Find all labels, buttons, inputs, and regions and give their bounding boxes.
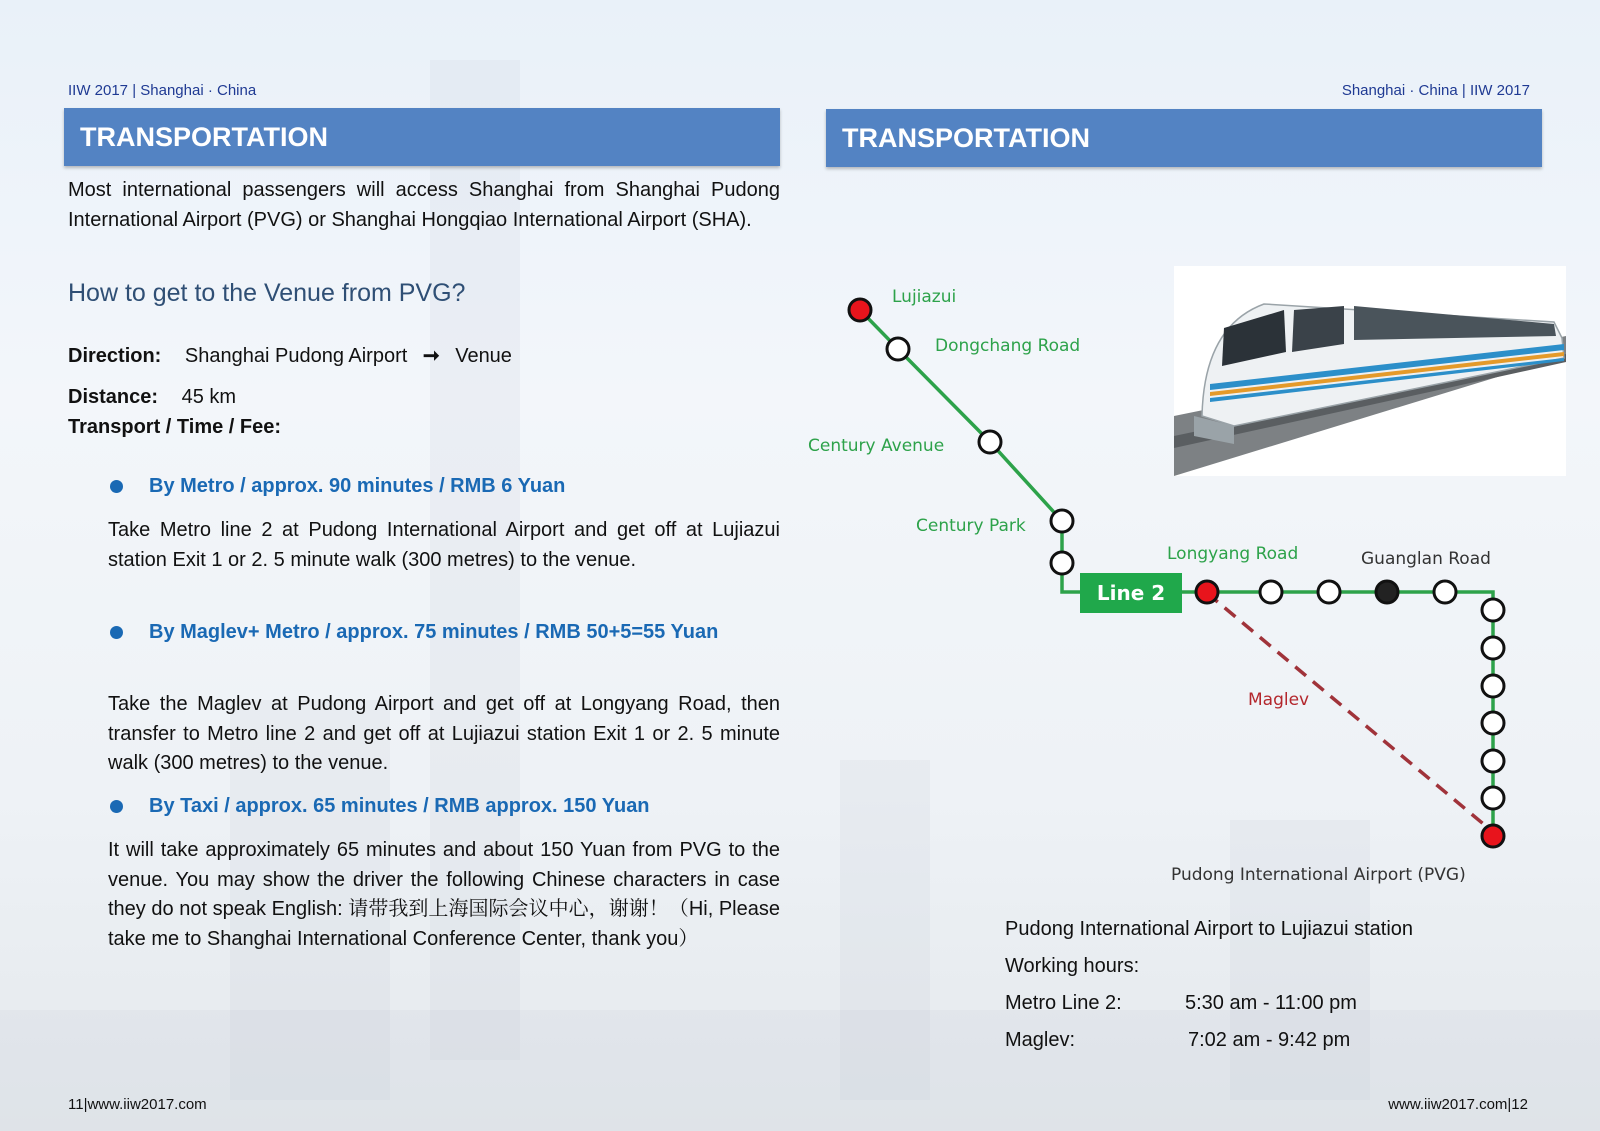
maglev-label: Maglev: xyxy=(1005,1029,1076,1051)
label-lujiazui: Lujiazui xyxy=(892,287,957,307)
right-page xyxy=(800,0,1600,1131)
hours-label: Working hours: xyxy=(1005,955,1140,977)
option-title: By Metro / approx. 90 minutes / RMB 6 Yuan xyxy=(149,475,566,497)
intro-paragraph: Most international passengers will access Shanghai from Shanghai Pudong International Airport (PVG) or Shanghai Hongqiao International Airport (SHA). xyxy=(68,179,780,231)
subheading: How to get to the Venue from PVG? xyxy=(68,279,466,307)
station xyxy=(1434,581,1456,603)
banner-title: TRANSPORTATION xyxy=(80,121,328,152)
label-century-avenue: Century Avenue xyxy=(808,436,945,456)
direction-label: Direction: xyxy=(68,345,162,367)
banner-title: TRANSPORTATION xyxy=(842,122,1090,153)
line2-label: Line 2 xyxy=(1096,581,1166,605)
option-title: By Maglev+ Metro / approx. 75 minutes / RMB 50+5=55 Yuan xyxy=(149,621,719,643)
arrow-right-icon: ➞ xyxy=(422,345,440,367)
section-banner xyxy=(64,108,780,166)
maglev-hours: 7:02 am - 9:42 pm xyxy=(1188,1029,1351,1051)
direction-row xyxy=(68,343,512,368)
station xyxy=(1482,599,1504,621)
label-century-park: Century Park xyxy=(916,516,1026,536)
line2-route xyxy=(860,310,1493,832)
station xyxy=(1482,787,1504,809)
station xyxy=(1482,637,1504,659)
metro-hours: 5:30 am - 11:00 pm xyxy=(1185,992,1357,1014)
label-longyang: Longyang Road xyxy=(1167,544,1299,564)
station-guanglan xyxy=(1376,581,1398,603)
station xyxy=(1482,750,1504,772)
running-header: Shanghai · China | IIW 2017 xyxy=(1341,82,1530,99)
option-maglev-metro xyxy=(110,618,750,647)
station-airport xyxy=(1482,825,1504,847)
label-guanglan: Guanglan Road xyxy=(1361,549,1491,569)
station xyxy=(1051,552,1073,574)
option-metro xyxy=(110,472,750,501)
maglev-hours-row xyxy=(1005,1022,1413,1059)
page-footer: www.iiw2017.com|12 xyxy=(1388,1096,1528,1113)
direction-from: Shanghai Pudong Airport xyxy=(184,345,408,367)
station-lujiazui xyxy=(849,299,871,321)
option-description: It will take approximately 65 minutes and about 150 Yuan from PVG to the venue. You may show the driver the following Chinese characters in case they do not speak English: 请带我到上海国际会议中心，谢谢！（Hi, Please take me to Shanghai International Conference Center, thank you） xyxy=(108,839,780,950)
bullet-icon xyxy=(110,480,123,493)
label-dongchang: Dongchang Road xyxy=(935,336,1081,356)
station-century-park xyxy=(1051,510,1073,532)
station-century-avenue xyxy=(979,431,1001,453)
bullet-icon xyxy=(110,800,123,813)
metro-label: Metro Line 2: xyxy=(1005,992,1122,1014)
transport-row xyxy=(68,416,281,439)
station xyxy=(1482,712,1504,734)
distance-value: 45 km xyxy=(181,386,237,408)
label-airport: Pudong International Airport (PVG) xyxy=(1171,865,1466,885)
station xyxy=(1318,581,1340,603)
distance-label: Distance: xyxy=(68,386,159,408)
option-description: Take the Maglev at Pudong Airport and get off at Longyang Road, then transfer to Metro line 2 and get off at Lujiazui station Exit 1 or 2. 5 minute walk (300 metres) to the venue. xyxy=(108,693,780,774)
page-footer: 11|www.iiw2017.com xyxy=(68,1096,207,1113)
station-longyang xyxy=(1196,581,1218,603)
transport-label: Transport / Time / Fee: xyxy=(68,416,282,438)
station xyxy=(1482,675,1504,697)
schedule-info xyxy=(1005,911,1413,1059)
bullet-icon xyxy=(110,626,123,639)
direction-to: Venue xyxy=(455,345,512,367)
station xyxy=(1260,581,1282,603)
distance-row xyxy=(68,386,236,409)
route-map xyxy=(800,0,1600,900)
station-dongchang xyxy=(887,338,909,360)
metro-hours-row xyxy=(1005,985,1413,1022)
label-maglev: Maglev xyxy=(1248,690,1310,710)
option-taxi xyxy=(110,792,770,821)
running-header: IIW 2017 | Shanghai · China xyxy=(68,82,257,99)
option-description: Take Metro line 2 at Pudong International Airport and get off at Lujiazui station Exit 1 or 2. 5 minute walk (300 metres) to the venue. xyxy=(108,519,780,571)
route-description: Pudong International Airport to Lujiazui station xyxy=(1005,918,1414,940)
maglev-route xyxy=(1207,593,1493,832)
option-title: By Taxi / approx. 65 minutes / RMB approx. 150 Yuan xyxy=(149,795,650,817)
